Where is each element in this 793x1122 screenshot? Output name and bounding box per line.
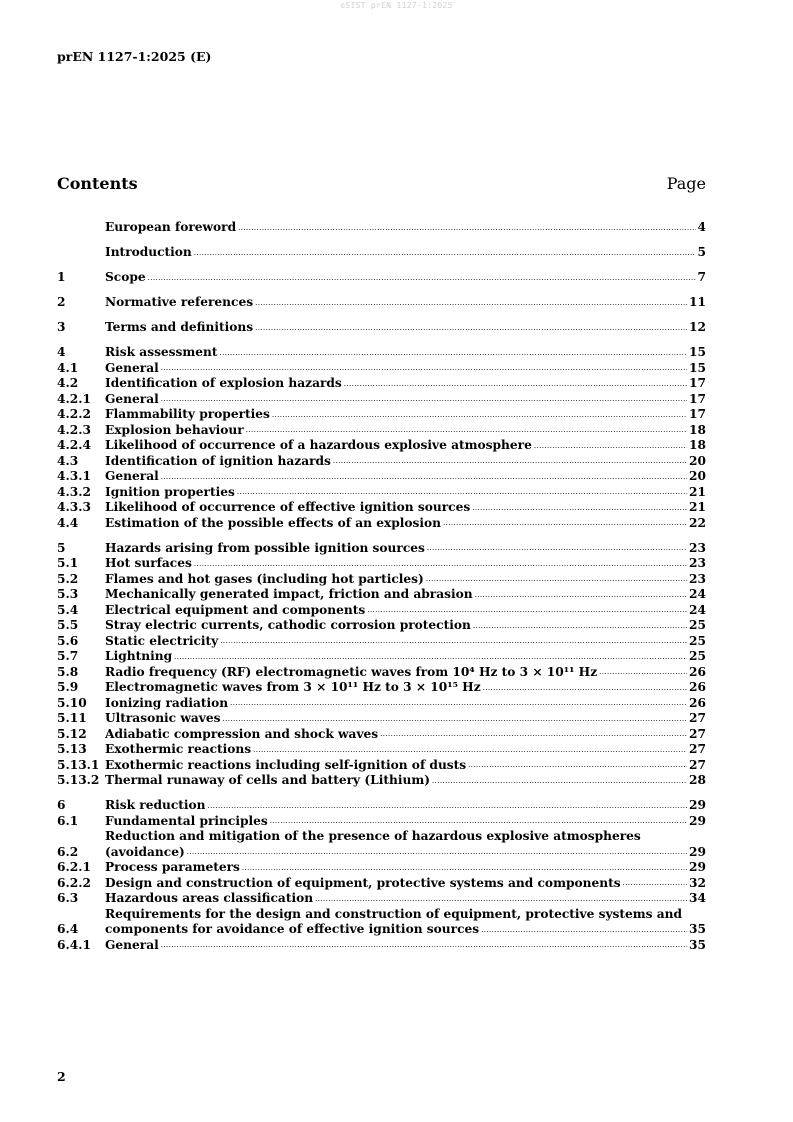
toc-entry-title: Risk assessment [105, 345, 218, 359]
toc-entry[interactable] [57, 485, 706, 501]
dot-leader [230, 697, 687, 709]
toc-entry-title: Ionizing radiation [105, 695, 229, 710]
toc-entry-number: 4.1 [57, 360, 79, 375]
toc-entry-page: 12 [689, 320, 706, 334]
toc-entry-title: components for avoidance of effective ignition sources [105, 922, 480, 936]
dot-leader [315, 893, 687, 905]
dot-leader [432, 775, 687, 787]
dot-leader [475, 589, 687, 601]
toc-entry-page: 29 [689, 813, 706, 828]
toc-entry-page: 23 [689, 540, 706, 555]
toc-entry[interactable] [57, 245, 706, 261]
toc-entry-number: 5.8 [57, 664, 79, 679]
toc-entry-title: Hot surfaces [105, 556, 192, 570]
toc-entry-page: 21 [689, 484, 706, 499]
toc-entry-page: 27 [689, 757, 706, 772]
toc-entry[interactable] [57, 773, 706, 789]
toc-entry-title: Hazards arising from possible ignition sources [105, 540, 425, 555]
toc-entry-number: 5.12 [57, 726, 87, 741]
toc-entry-number: 4.2.3 [57, 422, 91, 437]
toc-entry-number: 4.3.1 [57, 469, 91, 483]
toc-entry-number: 3 [57, 320, 66, 334]
toc-entry-title: Electromagnetic waves from 3 × 10¹¹ Hz to 3 × 10¹⁵ Hz [105, 680, 481, 694]
toc-entry[interactable] [57, 556, 706, 572]
toc-entry[interactable] [57, 438, 706, 454]
toc-entry-number: 5.2 [57, 571, 79, 586]
toc-entry[interactable] [57, 680, 706, 696]
dot-leader [270, 815, 687, 827]
toc-entry-number: 5.1 [57, 556, 79, 570]
toc-entry-number: 4.4 [57, 515, 79, 530]
toc-entry-number: 4.3 [57, 453, 79, 468]
dot-leader [427, 542, 687, 554]
toc-entry-title: Ultrasonic waves [105, 711, 221, 725]
dot-leader [367, 604, 687, 616]
dot-leader [472, 502, 687, 514]
toc-entry[interactable] [57, 270, 706, 286]
toc-entry[interactable] [57, 696, 706, 712]
toc-entry-page: 5 [697, 245, 706, 259]
toc-entry[interactable] [57, 345, 706, 361]
dot-leader [242, 862, 687, 874]
toc-entry[interactable] [57, 758, 706, 774]
toc-entry-page: 26 [689, 664, 706, 679]
toc-entry-number: 4 [57, 345, 66, 359]
dot-leader [222, 713, 687, 725]
dot-leader [238, 222, 695, 234]
dot-leader [237, 486, 687, 498]
toc-entry-title: Exothermic reactions including self-ignition of dusts [105, 757, 467, 772]
toc-entry-title: Thermal runaway of cells and battery (Lithium) [105, 773, 430, 787]
toc-entry-title: Flammability properties [105, 407, 270, 421]
toc-entry-number: 5.10 [57, 695, 87, 710]
toc-entry-page: 28 [689, 773, 706, 787]
toc-entry-number: 5.13 [57, 742, 87, 756]
toc-entry-number: 4.3.2 [57, 484, 91, 499]
toc-entry-page: 20 [689, 469, 706, 483]
toc-entry[interactable] [57, 295, 706, 311]
toc-entry-title: General [105, 469, 159, 483]
toc-entry[interactable] [57, 407, 706, 423]
dot-leader [344, 378, 687, 390]
toc-entry[interactable] [57, 814, 706, 830]
toc-entry-title: Scope [105, 270, 146, 284]
toc-entry-page: 35 [689, 937, 706, 952]
toc-entry-page: 27 [689, 726, 706, 741]
toc-entry-title: Normative references [105, 295, 254, 309]
dot-leader [443, 517, 687, 529]
dot-leader [255, 322, 687, 334]
toc-entry[interactable] [57, 649, 706, 665]
dot-leader [161, 471, 687, 483]
dot-leader [208, 800, 687, 812]
dot-leader [473, 620, 687, 632]
toc-entry-title: Fundamental principles [105, 813, 268, 828]
dot-leader [481, 924, 687, 936]
dot-leader [148, 272, 696, 284]
toc-entry-title: Radio frequency (RF) electromagnetic waves from 10⁴ Hz to 3 × 10¹¹ Hz [105, 664, 598, 679]
toc-entry-page: 25 [689, 633, 706, 648]
toc-entry-title: Introduction [105, 245, 192, 259]
toc-entry-number: 6.1 [57, 813, 79, 828]
toc-entry[interactable] [57, 572, 706, 588]
dot-leader [161, 939, 687, 951]
toc-entry-number: 1 [57, 270, 66, 284]
toc-entry[interactable] [57, 727, 706, 743]
toc-entry-page: 17 [689, 391, 706, 406]
toc-entry[interactable] [57, 798, 706, 814]
dot-leader [255, 297, 687, 309]
toc-entry[interactable] [57, 500, 706, 516]
toc-entry-title: (avoidance) [105, 844, 185, 859]
toc-entry-page: 24 [689, 587, 706, 601]
toc-entry-page: 21 [689, 500, 706, 514]
toc-entry-page: 35 [689, 922, 706, 936]
toc-entry-title: General [105, 391, 159, 406]
toc-entry-page: 17 [689, 376, 706, 390]
toc-entry-number: 5.3 [57, 587, 79, 601]
toc-entry-page: 4 [697, 220, 706, 234]
toc-entry[interactable] [57, 618, 706, 634]
toc-entry-title: Static electricity [105, 633, 219, 648]
toc-entry-number: 6.4.1 [57, 937, 91, 952]
toc-entry-number: 5.13.1 [57, 757, 100, 772]
dot-leader [161, 393, 687, 405]
toc-entry-number: 6.4 [57, 922, 79, 936]
toc-entry-page: 18 [689, 422, 706, 437]
toc-entry-title: European foreword [105, 220, 237, 234]
toc-entry-title: Likelihood of occurrence of a hazardous explosive atmosphere [105, 438, 532, 452]
toc-entry-title: Explosion behaviour [105, 422, 244, 437]
toc-entry-title: Lightning [105, 649, 173, 663]
toc-entry-number: 6.2.1 [57, 860, 91, 874]
toc-entry-title: Ignition properties [105, 484, 235, 499]
dot-leader [187, 846, 687, 858]
dot-leader [161, 362, 687, 374]
toc-entry[interactable] [57, 829, 706, 860]
toc-entry[interactable] [57, 376, 706, 392]
toc-entry-number: 5 [57, 540, 66, 555]
toc-entry-title: General [105, 360, 159, 375]
toc-entry[interactable] [57, 891, 706, 907]
toc-entry-title: Mechanically generated impact, friction and abrasion [105, 587, 473, 601]
toc-entry[interactable] [57, 711, 706, 727]
toc-entry-page: 23 [689, 556, 706, 570]
toc-entry[interactable] [57, 938, 706, 954]
toc-entry-number: 4.2.1 [57, 391, 91, 406]
dot-leader [194, 247, 696, 259]
toc-entry-title: Adiabatic compression and shock waves [105, 726, 379, 741]
dot-leader [246, 424, 687, 436]
dot-leader [599, 666, 687, 678]
toc-entry-number: 5.6 [57, 633, 79, 648]
toc-entry[interactable] [57, 603, 706, 619]
toc-entry-page: 15 [689, 360, 706, 375]
dot-leader [220, 347, 687, 359]
dot-leader [174, 651, 687, 663]
toc-entry[interactable] [57, 541, 706, 557]
dot-leader [426, 573, 687, 585]
toc-entry[interactable] [57, 516, 706, 532]
dot-leader [534, 440, 687, 452]
toc-entry-number: 4.3.3 [57, 500, 91, 514]
toc-entry-page: 11 [689, 295, 706, 309]
toc-entry-page: 20 [689, 453, 706, 468]
watermark: oSIST prEN 1127-1:2025 [340, 1, 453, 10]
toc-entry[interactable] [57, 860, 706, 876]
toc-entry[interactable] [57, 742, 706, 758]
dot-leader [380, 728, 687, 740]
toc-entry-title: Electrical equipment and components [105, 602, 366, 617]
toc-entry-title: Process parameters [105, 860, 240, 874]
toc-entry-page: 18 [689, 438, 706, 452]
toc-entry-page: 27 [689, 711, 706, 725]
toc-entry[interactable] [57, 392, 706, 408]
page-number: 2 [57, 1069, 66, 1084]
toc-entry-page: 26 [689, 680, 706, 694]
toc-entry-number: 4.2.2 [57, 407, 91, 421]
toc-entry-page: 23 [689, 571, 706, 586]
toc-entry-page: 32 [689, 875, 706, 890]
toc-entry-number: 5.9 [57, 680, 79, 694]
toc-entry-page: 34 [689, 891, 706, 905]
toc-entry[interactable] [57, 587, 706, 603]
dot-leader [220, 635, 687, 647]
toc-entry-title: Likelihood of occurrence of effective ignition sources [105, 500, 471, 514]
dot-leader [623, 877, 687, 889]
toc-entry-title: Identification of explosion hazards [105, 376, 342, 390]
dot-leader [194, 558, 687, 570]
toc-entry-title-line: Reduction and mitigation of the presence of hazardous explosive atmospheres [105, 829, 641, 843]
toc-entry-number: 5.11 [57, 711, 87, 725]
toc-entry[interactable] [57, 361, 706, 377]
table-of-contents [57, 220, 706, 953]
toc-entry-number: 5.13.2 [57, 773, 100, 787]
toc-entry-title: Flames and hot gases (including hot particles) [105, 571, 424, 586]
toc-entry-title: Design and construction of equipment, protective systems and components [105, 875, 621, 890]
toc-entry-page: 25 [689, 618, 706, 632]
document-id-header: prEN 1127-1:2025 (E) [57, 49, 212, 64]
toc-entry-title: Terms and definitions [105, 320, 254, 334]
toc-entry-title: General [105, 937, 159, 952]
toc-entry[interactable] [57, 876, 706, 892]
toc-entry-title: Identification of ignition hazards [105, 453, 331, 468]
toc-entry-number: 4.2 [57, 376, 79, 390]
toc-entry-page: 29 [689, 860, 706, 874]
toc-entry-page: 26 [689, 695, 706, 710]
toc-entry-page: 29 [689, 844, 706, 859]
toc-entry[interactable] [57, 320, 706, 336]
dot-leader [468, 759, 687, 771]
toc-entry-page: 29 [689, 798, 706, 812]
toc-entry-number: 6.2.2 [57, 875, 91, 890]
toc-entry-page: 17 [689, 407, 706, 421]
toc-entry-number: 4.2.4 [57, 438, 91, 452]
toc-entry-page: 7 [697, 270, 706, 284]
toc-entry[interactable] [57, 665, 706, 681]
toc-entry[interactable] [57, 423, 706, 439]
toc-entry-number: 5.7 [57, 649, 79, 663]
toc-entry-title: Risk reduction [105, 798, 206, 812]
toc-entry-title: Hazardous areas classification [105, 891, 314, 905]
toc-entry[interactable] [57, 907, 706, 938]
toc-entry-page: 15 [689, 345, 706, 359]
toc-entry[interactable] [57, 634, 706, 650]
toc-entry-page: 22 [689, 515, 706, 530]
toc-entry-title: Exothermic reactions [105, 742, 252, 756]
toc-entry-number: 6 [57, 798, 66, 812]
page-column-label: Page [666, 174, 706, 193]
toc-entry-page: 27 [689, 742, 706, 756]
toc-entry[interactable] [57, 220, 706, 236]
toc-entry-title: Stray electric currents, cathodic corrosion protection [105, 618, 471, 632]
toc-entry[interactable] [57, 454, 706, 470]
toc-entry-title: Estimation of the possible effects of an explosion [105, 515, 442, 530]
dot-leader [272, 409, 687, 421]
contents-heading: Contents [57, 174, 138, 193]
dot-leader [483, 682, 687, 694]
toc-entry-number: 2 [57, 295, 66, 309]
toc-entry-title-line: Requirements for the design and construction of equipment, protective systems and [105, 906, 683, 921]
toc-entry[interactable] [57, 469, 706, 485]
toc-entry-page: 25 [689, 649, 706, 663]
toc-entry-page: 24 [689, 602, 706, 617]
dot-leader [253, 744, 687, 756]
toc-entry-number: 5.4 [57, 602, 79, 617]
toc-entry-number: 6.2 [57, 844, 79, 859]
dot-leader [333, 455, 687, 467]
toc-entry-number: 5.5 [57, 618, 79, 632]
toc-entry-number: 6.3 [57, 891, 79, 905]
